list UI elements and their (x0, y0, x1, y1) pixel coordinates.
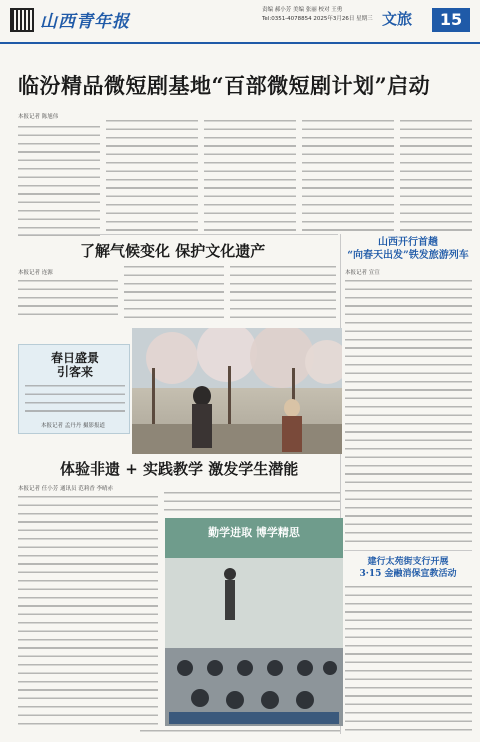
meta-line-1: 责编 郝小芳 美编 张丽 校对 王勇 (262, 7, 343, 13)
masthead (0, 0, 480, 44)
story2-col3 (230, 264, 336, 322)
story2-col1 (18, 278, 118, 322)
story2-byline: 本报记者 连源 (18, 270, 53, 276)
story3-headline: 体验非遗 + 实践教学 激发学生潜能 (60, 460, 299, 478)
divider (18, 234, 338, 235)
story3-col1 (18, 494, 158, 730)
story3-footer (140, 728, 340, 738)
meta-line-2: Tel:0351-4078854 2025年3月26日 星期三 (262, 16, 373, 22)
newspaper-logo: 山西青年报 (40, 12, 130, 32)
classroom-scene (165, 518, 343, 726)
callout-text (25, 383, 125, 417)
story3-byline: 本报记者 任小芳 通讯员 范莉香 李晴赤 (18, 486, 113, 492)
story3-col2 (164, 490, 340, 516)
blossom-scene (132, 328, 342, 454)
sidebar-divider (344, 550, 472, 551)
story2-headline: 了解气候变化 保护文化遗产 (80, 242, 266, 260)
spring-callout (18, 344, 130, 434)
sidebar1-headline: 山西开行首趟 “向春天出发”铁发旅游列车 (347, 237, 469, 261)
lead-body-col1 (18, 124, 100, 236)
story2-col2 (124, 264, 224, 322)
sidebar1-body (345, 278, 472, 548)
qr-code-icon (10, 8, 34, 32)
sidebar2-body (345, 584, 472, 734)
callout-author: 本报记者 孟丹丹 摄影报道 (41, 423, 105, 429)
lead-byline: 本报记者 陈旭伟 (18, 114, 59, 120)
classroom-photo (165, 518, 343, 726)
lead-body-col2 (106, 118, 198, 236)
section-label: 文旅 (382, 10, 413, 28)
callout-title: 春日盛景 引客来 (50, 351, 99, 379)
blossom-photo (132, 328, 342, 454)
sidebar2-headline: 建行太苑街支行开展 3·15 金融消保宣教活动 (359, 557, 457, 579)
lead-body-col5 (400, 118, 472, 236)
page-number: 15 (432, 8, 470, 32)
lead-headline: 临汾精品微短剧基地“百部微短剧计划”启动 (18, 73, 431, 98)
lead-body-col4 (302, 118, 394, 236)
sidebar1-byline: 本报记者 宣宣 (345, 270, 380, 276)
classroom-banner: 勤学进取 博学精思 (208, 526, 300, 539)
lead-body-col3 (204, 118, 296, 236)
